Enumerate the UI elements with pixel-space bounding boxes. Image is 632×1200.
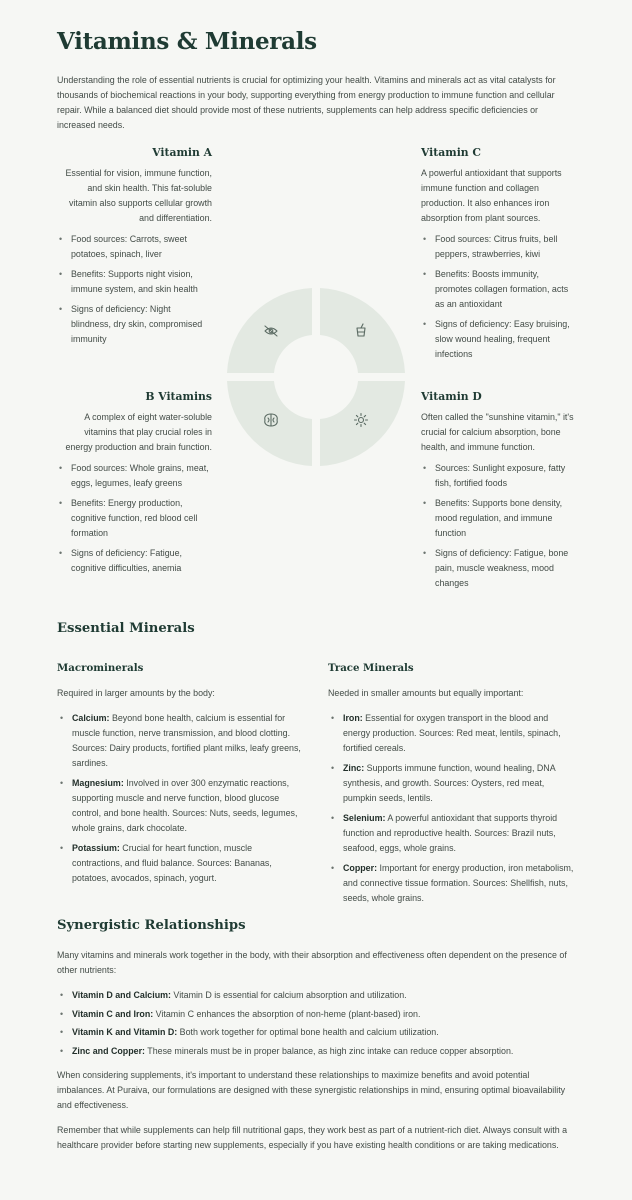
list-item: • Signs of deficiency: Fatigue, cognitive difficulties, anemia xyxy=(57,546,212,576)
macrominerals-subtitle: Required in larger amounts by the body: xyxy=(57,688,215,698)
wheel-segment-bottom-left xyxy=(227,381,312,466)
vitamin-d-description: Often called the "sunshine vitamin," it's crucial for calcium absorption, bone health, and immune function. xyxy=(421,412,574,452)
macrominerals-title: Macrominerals xyxy=(57,662,144,674)
synergy-intro: Many vitamins and minerals work together in the body, with their absorption and effectiveness often dependent on the presence of other nutrients: xyxy=(57,950,567,975)
list-item: • Benefits: Supports bone density, mood regulation, and immune function xyxy=(421,496,576,541)
trace-minerals-subtitle: Needed in smaller amounts but equally important: xyxy=(328,688,524,698)
vitamin-a-title: Vitamin A xyxy=(152,146,212,159)
vitamin-a-list xyxy=(57,232,212,347)
vitamin-c-card xyxy=(421,146,576,367)
list-item: • Selenium: A powerful antioxidant that supports thyroid function and reproductive health. Sources: Brazil nuts, seafood, eggs, whole grains. xyxy=(328,811,575,856)
list-item: • Signs of deficiency: Night blindness, dry skin, compromised immunity xyxy=(57,302,212,347)
list-item: • Vitamin D and Calcium: Vitamin D is essential for calcium absorption and utilization. xyxy=(57,988,577,1003)
wheel-segments xyxy=(227,288,405,466)
list-item: • Signs of deficiency: Fatigue, bone pain, muscle weakness, mood changes xyxy=(421,546,576,591)
list-item: • Calcium: Beyond bone health, calcium is essential for muscle function, nerve transmission, and blood clotting. Sources: Dairy products, fortified plant milks, leafy greens, sardines. xyxy=(57,711,304,771)
vitamin-a-description: Essential for vision, immune function, and skin health. This fat-soluble vitamin also supports cellular growth and differentiation. xyxy=(65,168,212,223)
synergy-list xyxy=(57,988,577,1059)
vitamin-c-description: A powerful antioxidant that supports immune function and collagen production. It also enhances iron absorption from plant sources. xyxy=(421,168,562,223)
synergy-section xyxy=(57,948,577,1163)
list-item: • Zinc and Copper: These minerals must be in proper balance, as high zinc intake can reduce copper absorption. xyxy=(57,1044,577,1059)
trace-minerals-title: Trace Minerals xyxy=(328,662,414,674)
list-item: • Vitamin C and Iron: Vitamin C enhances the absorption of non-heme (plant-based) iron. xyxy=(57,1007,577,1022)
vitamin-b-title: B Vitamins xyxy=(145,390,212,403)
page-title: Vitamins & Minerals xyxy=(57,28,317,55)
list-item: • Copper: Important for energy production, iron metabolism, and connective tissue formation. Sources: Shellfish, nuts, seeds, whole grains. xyxy=(328,861,575,906)
wheel-segment-bottom-right xyxy=(320,381,405,466)
vitamin-wheel xyxy=(225,286,407,468)
vitamin-b-card xyxy=(57,390,212,581)
macrominerals-list xyxy=(57,711,304,886)
vitamin-b-list xyxy=(57,461,212,576)
list-item: • Magnesium: Involved in over 300 enzymatic reactions, supporting muscle and nerve function, blood glucose control, and bone health. Sources: Nuts, seeds, legumes, whole grains, dark chocolate. xyxy=(57,776,304,836)
trace-minerals-section xyxy=(328,661,575,911)
list-item: • Potassium: Crucial for heart function, muscle contractions, and fluid balance. Sources: Bananas, potatoes, avocados, spinach, yogurt. xyxy=(57,841,304,886)
list-item: • Vitamin K and Vitamin D: Both work together for optimal bone health and calcium utilization. xyxy=(57,1025,577,1040)
synergy-paragraph-2: Remember that while supplements can help fill nutritional gaps, they work best as part of a nutrient-rich diet. Always consult with a healthcare provider before starting new supplements, especially if you have existing health conditions or are taking medications. xyxy=(57,1124,568,1150)
vitamin-c-list xyxy=(421,232,576,362)
wheel-segment-top-right xyxy=(320,288,405,373)
list-item: • Benefits: Energy production, cognitive function, red blood cell formation xyxy=(57,496,212,541)
list-item: • Food sources: Citrus fruits, bell peppers, strawberries, kiwi xyxy=(421,232,576,262)
vitamin-c-title: Vitamin C xyxy=(421,146,481,159)
list-item: • Signs of deficiency: Easy bruising, slow wound healing, frequent infections xyxy=(421,317,576,362)
list-item: • Food sources: Carrots, sweet potatoes, spinach, liver xyxy=(57,232,212,262)
minerals-heading: Essential Minerals xyxy=(57,621,195,636)
vitamin-d-list xyxy=(421,461,576,591)
trace-minerals-list xyxy=(328,711,575,906)
vitamin-d-title: Vitamin D xyxy=(421,390,482,403)
vitamin-d-card xyxy=(421,390,576,596)
list-item: • Benefits: Boosts immunity, promotes collagen formation, acts as an antioxidant xyxy=(421,267,576,312)
intro-paragraph: Understanding the role of essential nutrients is crucial for optimizing your health. Vitamins and minerals act as vital catalysts for thousands of biochemical reactions in your body, supporting everything from energy production to immune function and cellular repair. While a balanced diet should provide most of these nutrients, supplements can help address specific deficiencies or increased needs. xyxy=(57,75,556,130)
vitamin-a-card xyxy=(57,146,212,352)
synergy-paragraph-1: When considering supplements, it's important to understand these relationships to maximize benefits and avoid potential imbalances. At Puraiva, our formulations are designed with these synergistic relationships in mind, ensuring optimal bioavailability and effectiveness. xyxy=(57,1069,566,1110)
macrominerals-section xyxy=(57,661,304,891)
vitamin-b-description: A complex of eight water-soluble vitamins that play crucial roles in energy production and brain function. xyxy=(65,412,212,452)
synergy-heading: Synergistic Relationships xyxy=(57,918,246,933)
list-item: • Benefits: Supports night vision, immune system, and skin health xyxy=(57,267,212,297)
list-item: • Zinc: Supports immune function, wound healing, DNA synthesis, and growth. Sources: Oysters, red meat, pumpkin seeds, lentils. xyxy=(328,761,575,806)
list-item: • Iron: Essential for oxygen transport in the blood and energy production. Sources: Red meat, lentils, spinach, fortified cereals. xyxy=(328,711,575,756)
list-item: • Sources: Sunlight exposure, fatty fish, fortified foods xyxy=(421,461,576,491)
list-item: • Food sources: Whole grains, meat, eggs, legumes, leafy greens xyxy=(57,461,212,491)
